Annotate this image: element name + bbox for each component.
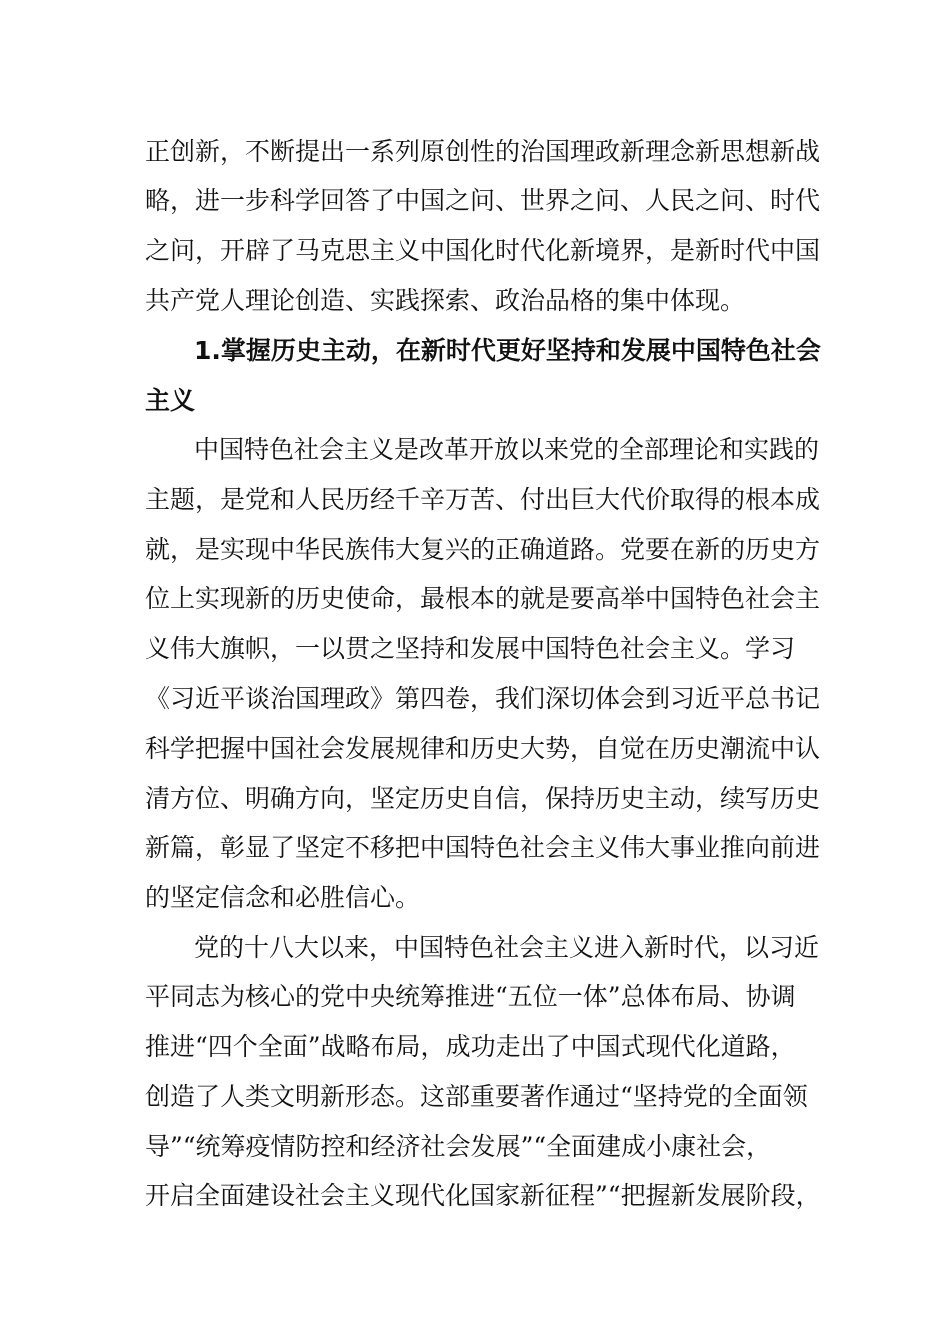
body-line: 新篇，彰显了坚定不移把中国特色社会主义伟大事业推向前进 bbox=[145, 833, 821, 862]
body-line: 就，是实现中华民族伟大复兴的正确道路。党要在新的历史方 bbox=[145, 535, 821, 564]
body-line: 《习近平谈治国理政》第四卷，我们深切体会到习近平总书记 bbox=[145, 684, 821, 713]
body-line: 推进“四个全面”战略布局，成功走出了中国式现代化道路， bbox=[145, 1032, 796, 1061]
body-line: 清方位、明确方向，坚定历史自信，保持历史主动，续写历史 bbox=[145, 784, 821, 813]
body-line: 党的十八大以来，中国特色社会主义进入新时代，以习近 bbox=[194, 933, 820, 962]
body-line: 位上实现新的历史使命，最根本的就是要高举中国特色社会主 bbox=[145, 584, 821, 613]
body-line: 导”“统筹疫情防控和经济社会发展”“全面建成小康社会， bbox=[145, 1132, 772, 1161]
body-line: 创造了人类文明新形态。这部重要著作通过“坚持党的全面领 bbox=[145, 1082, 808, 1111]
body-line: 开启全面建设社会主义现代化国家新征程”“把握新发展阶段， bbox=[145, 1181, 821, 1210]
section-heading-continued: 主义 bbox=[145, 386, 196, 415]
body-line: 义伟大旗帜，一以贯之坚持和发展中国特色社会主义。学习 bbox=[145, 634, 796, 663]
body-line: 中国特色社会主义是改革开放以来党的全部理论和实践的 bbox=[194, 435, 820, 464]
body-line: 主题，是党和人民历经千辛万苦、付出巨大代价取得的根本成 bbox=[145, 485, 821, 514]
section-heading: 1.掌握历史主动，在新时代更好坚持和发展中国特色社会 bbox=[194, 336, 821, 365]
body-line: 科学把握中国社会发展规律和历史大势，自觉在历史潮流中认 bbox=[145, 734, 821, 763]
body-line: 之问，开辟了马克思主义中国化时代化新境界，是新时代中国 bbox=[145, 236, 821, 265]
body-line: 略，进一步科学回答了中国之问、世界之问、人民之问、时代 bbox=[145, 186, 821, 215]
body-line: 共产党人理论创造、实践探索、政治品格的集中体现。 bbox=[145, 286, 746, 315]
body-line: 平同志为核心的党中央统筹推进“五位一体”总体布局、协调 bbox=[145, 982, 796, 1011]
body-line: 正创新，不断提出一系列原创性的治国理政新理念新思想新战 bbox=[145, 137, 821, 166]
body-line: 的坚定信念和必胜信心。 bbox=[145, 883, 421, 912]
